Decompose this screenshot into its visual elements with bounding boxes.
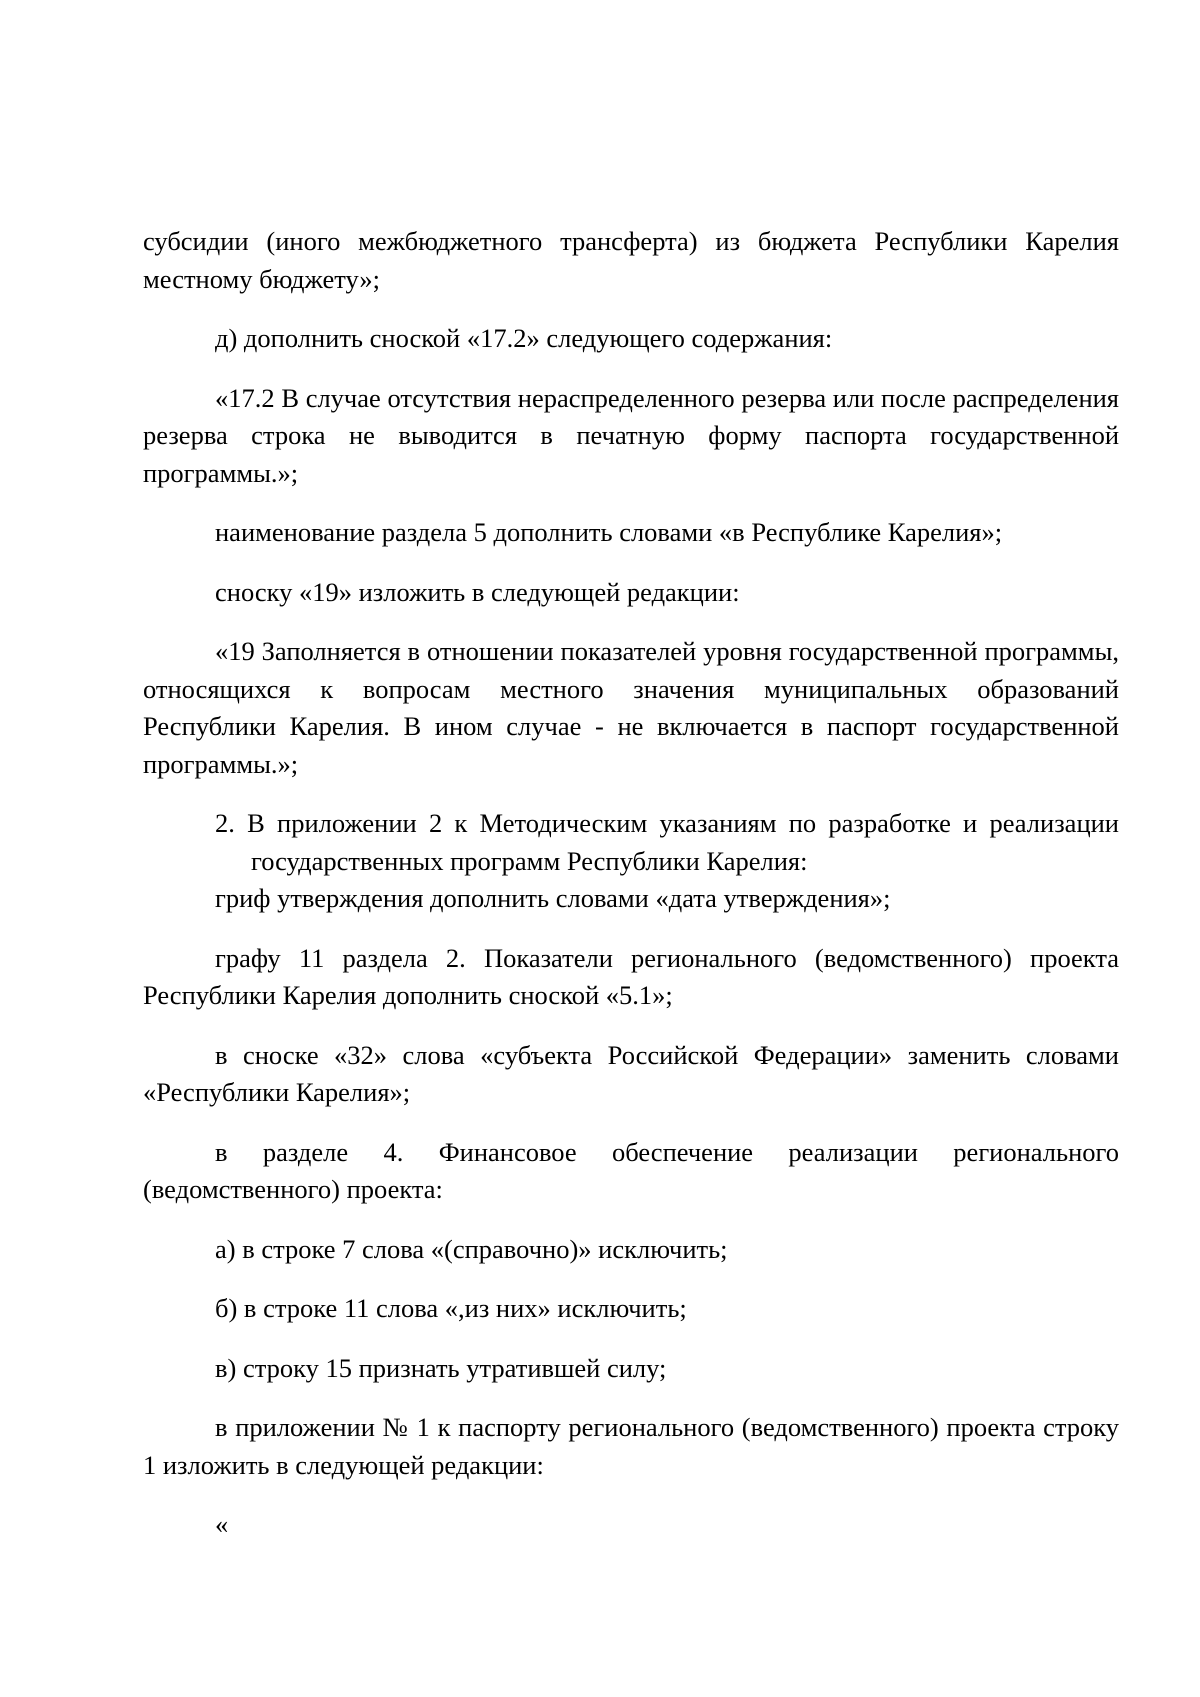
paragraph-section-4-intro: в разделе 4. Финансовое обеспечение реализации регионального (ведомственного) проекта: [143, 1136, 1119, 1204]
paragraph-footnote-32: в сноске «32» слова «субъекта Российской Федерации» заменить словами «Республики Карелия»; [143, 1039, 1119, 1107]
paragraph-row-7: а) в строке 7 слова «(справочно)» исключить; [215, 1233, 728, 1264]
paragraph-row-11: б) в строке 11 слова «,из них» исключить; [215, 1293, 687, 1323]
paragraph-footnote-17-2-intro: д) дополнить сноской «17.2» следующего содержания: [215, 323, 833, 353]
paragraph-approval-stamp: гриф утверждения дополнить словами «дата утверждения»; [215, 883, 891, 913]
paragraph-subsidy-continuation: субсидии (иного межбюджетного трансферта) из бюджета Республики Карелия местному бюджету»; [143, 226, 1119, 294]
paragraph-column-11: графу 11 раздела 2. Показатели регионального (ведомственного) проекта Республики Карелия дополнить сноской «5.1»; [143, 942, 1119, 1010]
paragraph-appendix-1-row-1: в приложении № 1 к паспорту регионального (ведомственного) проекта строку 1 изложить в следующей редакции: [143, 1412, 1119, 1480]
paragraph-section-5-name: наименование раздела 5 дополнить словами «в Республике Карелия»; [215, 517, 1003, 547]
paragraph-row-15: в) строку 15 признать утратившей силу; [215, 1352, 667, 1383]
paragraph-footnote-17-2-text: «17.2 В случае отсутствия нераспределенного резерва или после распределения резерва строка не выводится в печатную форму паспорта государственной программы.»; [143, 382, 1119, 488]
paragraph-footnote-19-text: «19 Заполняется в отношении показателей уровня государственной программы, относящихся к вопросам местного значения муниципальных образований Республики Карелия. В ином случае - не включается в паспорт государственной программы.»; [143, 636, 1119, 779]
paragraph-footnote-19-intro: сноску «19» изложить в следующей редакции: [215, 576, 740, 607]
document-body [143, 223, 1119, 1544]
numbered-item-2: 2. В приложении 2 к Методическим указаниям по разработке и реализации государственных программ Республики Карелия: [215, 808, 1119, 876]
opening-quote-mark: « [215, 1509, 229, 1539]
